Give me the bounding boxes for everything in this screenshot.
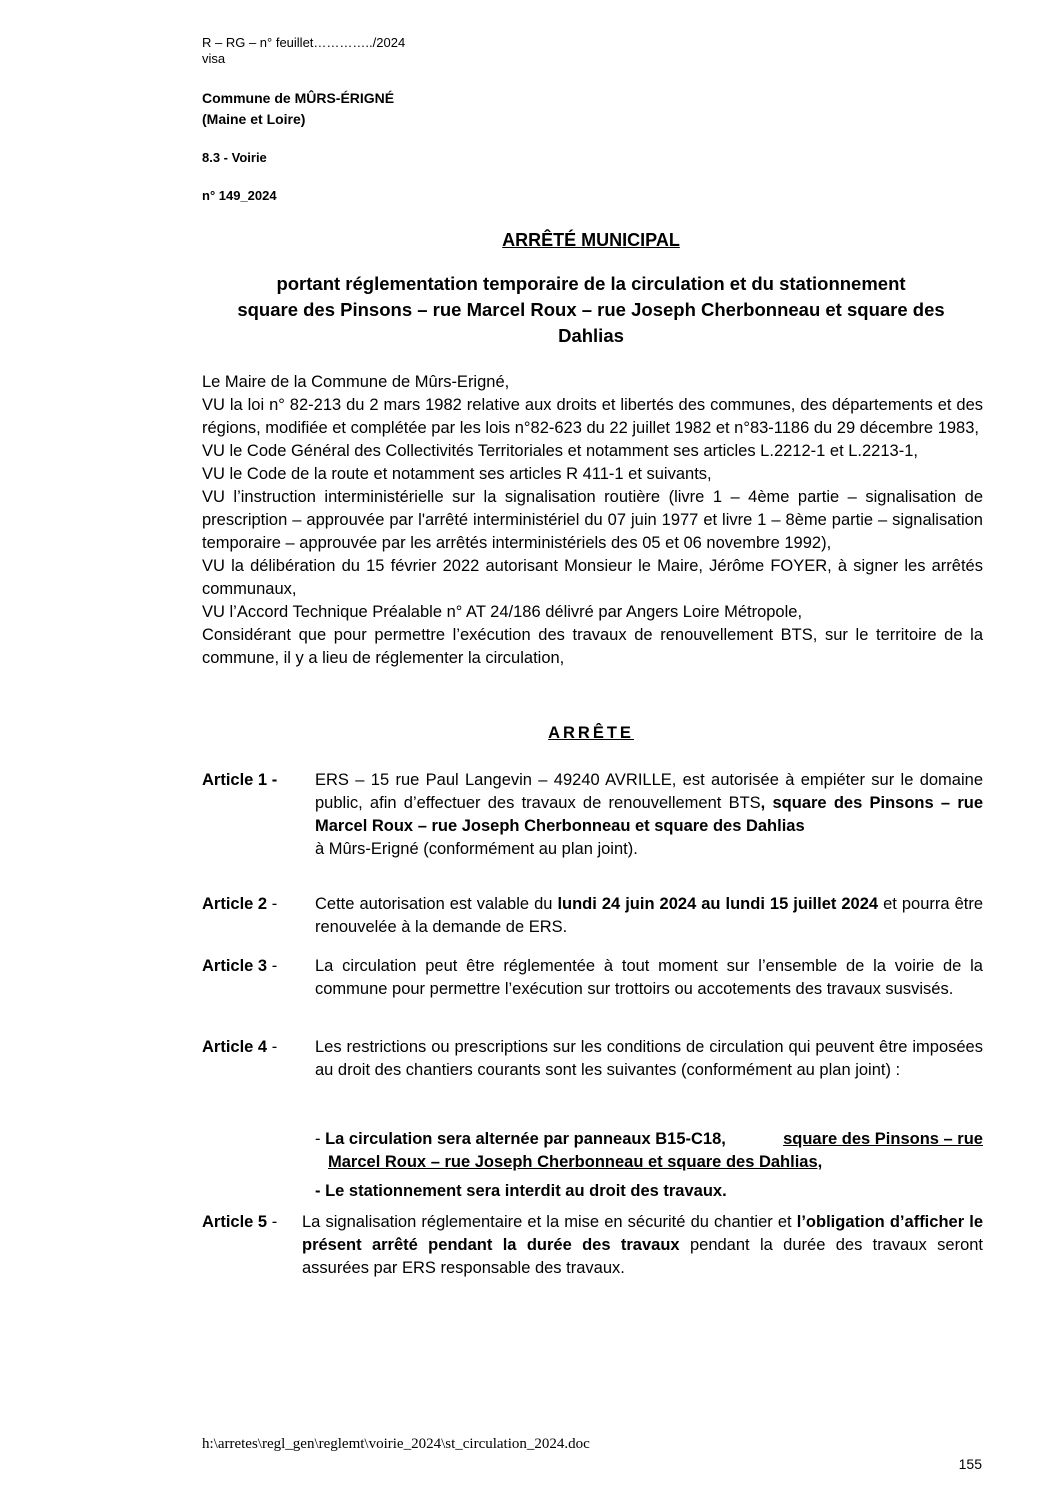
- article-3-dash: -: [267, 957, 278, 975]
- preamble-considerant: Considérant que pour permettre l’exécution des travaux de renouvellement BTS, sur le territoire de la commune, il y a lieu de réglementer la circulation,: [202, 626, 983, 667]
- article-4-body: [315, 1036, 983, 1082]
- article-1-body: [315, 769, 983, 861]
- article-2-label-text: Article 2: [202, 895, 268, 913]
- file-path: h:\arretes\regl_gen\reglemt\voirie_2024\st_circulation_2024.doc: [202, 1436, 590, 1452]
- preamble: [202, 371, 983, 670]
- article-4-label-text: Article 4: [202, 1038, 268, 1056]
- article-4-dash: -: [267, 1038, 278, 1056]
- arrete-heading: ARRÊTE: [548, 724, 634, 742]
- preamble-vu-loi: VU la loi n° 82-213 du 2 mars 1982 relative aux droits et libertés des communes, des départements et des régions, modifiée et complétée par les lois n°82-623 du 22 juillet 1982 et n°83-1186 du 29 décembre 1983,: [202, 396, 983, 437]
- article-2-text-c: et pourra être renouvelée à la demande de ERS.: [315, 895, 983, 936]
- document-title: ARRÊTÉ MUNICIPAL: [502, 230, 680, 250]
- article-5-label: [202, 1211, 277, 1234]
- page-number: 155: [958, 1456, 982, 1472]
- bullet-1-location-line-2: Marcel Roux – rue Joseph Cherbonneau et square des Dahlias,: [328, 1153, 823, 1171]
- article-1-text-a: ERS – 15 rue Paul Langevin – 49240 AVRILLE, est autorisée à empiéter sur le domaine public, afin d’effectuer des travaux de renouvellement BTS: [315, 771, 983, 812]
- document-number: n° 149_2024: [202, 188, 277, 203]
- article-5-text-c: pendant la durée des travaux seront assurées par ERS responsable des travaux.: [302, 1236, 984, 1277]
- article-5-body: [302, 1211, 983, 1280]
- article-2-label: [202, 893, 277, 916]
- document-subtitle: [200, 271, 982, 349]
- visa-label: visa: [202, 51, 226, 66]
- article-3-text: La circulation peut être réglementée à tout moment sur l’ensemble de la voirie de la commune pour permettre l’exécution sur trottoirs ou accotements des travaux susvisés.: [315, 957, 983, 998]
- article-5-text-a: La signalisation réglementaire et la mise en sécurité du chantier et: [302, 1213, 797, 1231]
- preamble-vu-deliberation: VU la délibération du 15 février 2022 autorisant Monsieur le Maire, Jérôme FOYER, à signer les arrêtés communaux,: [202, 557, 983, 598]
- reference-line: R – RG – n° feuillet…………../2024: [202, 35, 406, 50]
- article-2-dates: lundi 24 juin 2024 au lundi 15 juillet 2024: [557, 895, 879, 913]
- article-4-bullet-1: - La circulation sera alternée par panneaux B15-C18, square des Pinsons – rue Marcel Roux – rue Joseph Cherbonneau et square des Dahlias,: [315, 1130, 983, 1171]
- subtitle-line-1: portant réglementation temporaire de la circulation et du stationnement: [276, 273, 906, 294]
- article-5-label-text: Article 5: [202, 1213, 268, 1231]
- article-5-obligation: l’obligation d’afficher le présent arrêté pendant la durée des travaux: [302, 1213, 984, 1254]
- article-1-text-c: à Mûrs-Erigné (conformément au plan joint).: [315, 840, 638, 858]
- article-1-label: Article 1 -: [202, 771, 278, 789]
- preamble-vu-accord: VU l’Accord Technique Préalable n° AT 24/186 délivré par Angers Loire Métropole,: [202, 603, 803, 621]
- preamble-vu-cgct: VU le Code Général des Collectivités Territoriales et notamment ses articles L.2212-1 et L.2213-1,: [202, 442, 918, 460]
- subtitle-line-2: square des Pinsons – rue Marcel Roux – rue Joseph Cherbonneau et square des: [237, 299, 945, 320]
- article-2-text-a: Cette autorisation est valable du: [315, 895, 558, 913]
- bullet-1-location-line-1: square des Pinsons – rue: [783, 1130, 983, 1148]
- article-3-body: [315, 955, 983, 1001]
- preamble-vu-instruction: VU l’instruction interministérielle sur la signalisation routière (livre 1 – 4ème partie – signalisation de prescription – approuvée par l'arrêté interministériel du 07 juin 1977 et livre 1 – 8ème partie – signalisation temporaire – approuvée par les arrêtés interministériels des 05 et 06 novembre 1992),: [202, 488, 983, 552]
- article-3-label-text: Article 3: [202, 957, 268, 975]
- commune-name: Commune de MÛRS-ÉRIGNÉ: [202, 90, 395, 106]
- article-3-label: [202, 955, 277, 978]
- article-4-bullet-2: - Le stationnement sera interdit au droit des travaux.: [315, 1182, 727, 1200]
- department-name: (Maine et Loire): [202, 111, 306, 127]
- preamble-intro: Le Maire de la Commune de Mûrs-Erigné,: [202, 373, 510, 391]
- subtitle-line-3: Dahlias: [558, 325, 624, 346]
- article-4-label: [202, 1036, 277, 1059]
- category-label: 8.3 - Voirie: [202, 150, 267, 165]
- bullet-1-text: La circulation sera alternée par panneaux B15-C18,: [325, 1130, 726, 1148]
- article-2-body: [315, 893, 983, 939]
- article-4-text: Les restrictions ou prescriptions sur les conditions de circulation qui peuvent être imposées au droit des chantiers courants sont les suivantes (conformément au plan joint) :: [315, 1038, 983, 1079]
- article-2-dash: -: [267, 895, 278, 913]
- article-5-dash: -: [267, 1213, 278, 1231]
- article-1-location: , square des Pinsons – rue Marcel Roux – rue Joseph Cherbonneau et square des Dahlias: [315, 794, 984, 835]
- preamble-vu-code-route: VU le Code de la route et notamment ses articles R 411-1 et suivants,: [202, 465, 712, 483]
